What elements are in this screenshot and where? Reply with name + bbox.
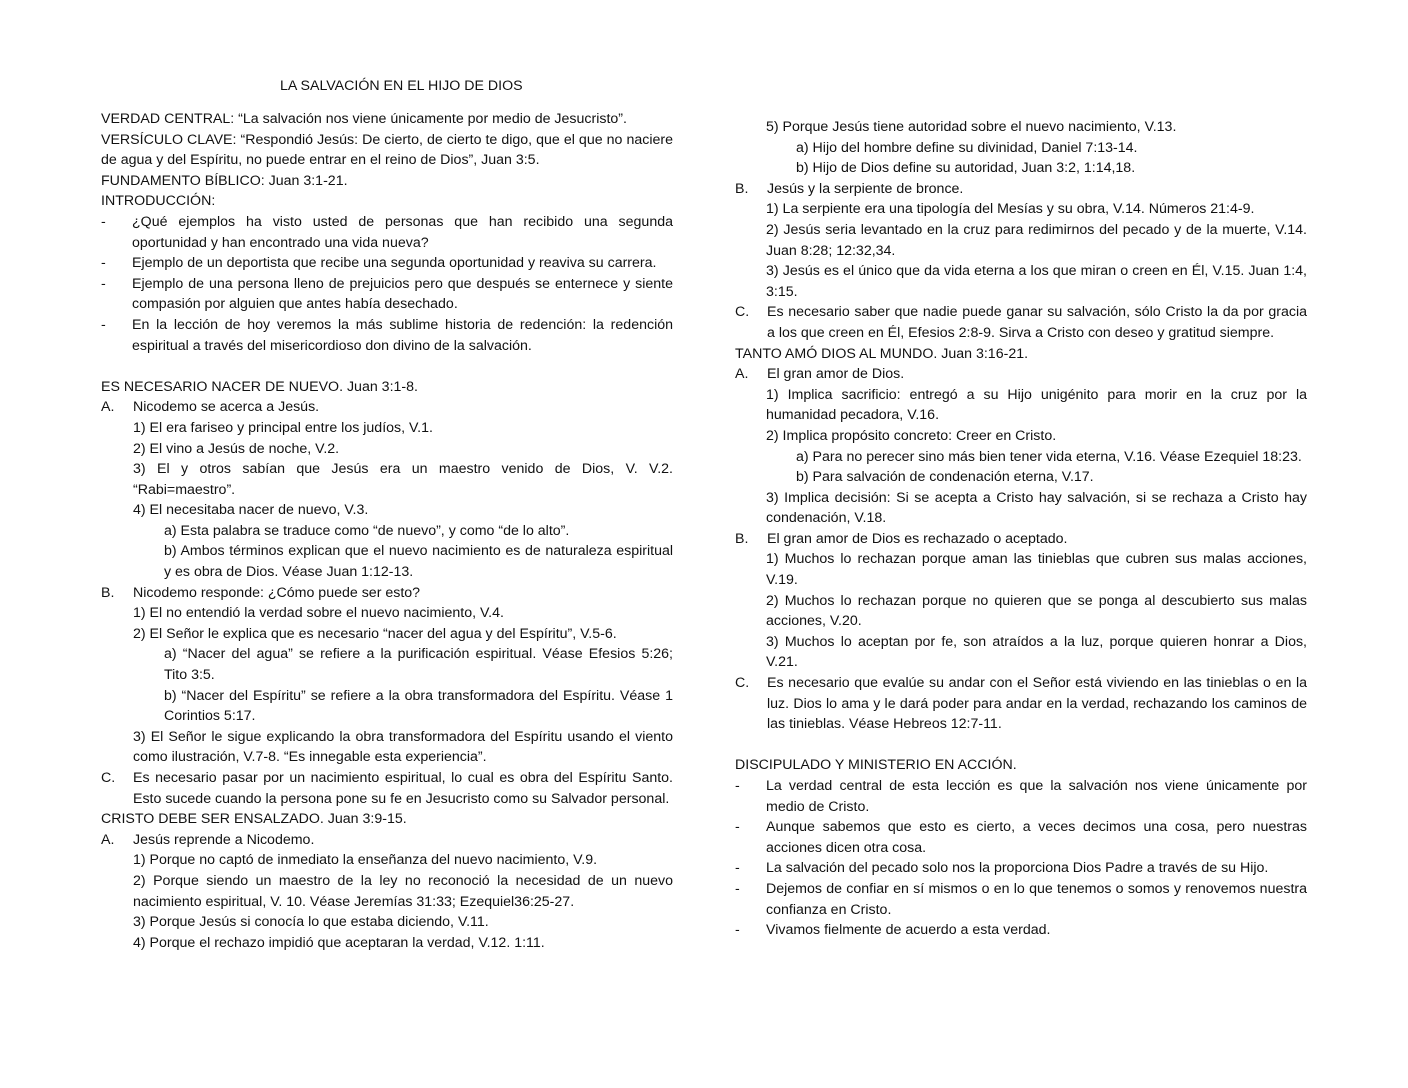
outline-subpoint: 1) El era fariseo y principal entre los judíos, V.1. (133, 419, 433, 436)
outline-subpoint: 1) El no entendió la verdad sobre el nuevo nacimiento, V.4. (133, 605, 504, 622)
intro-heading: INTRODUCCIÓN: (101, 193, 216, 210)
outline-subpoint: 1) Implica sacrificio: entregó a su Hijo unigénito para morir en la cruz por la humanidad pecadora, V.16. (766, 386, 1307, 424)
outline-point-b: B. Nicodemo responde: ¿Cómo puede ser esto? (101, 584, 421, 601)
outline-subpoint: 1) Porque no captó de inmediato la enseñanza del nuevo nacimiento, V.9. (133, 852, 598, 869)
outline-subpoint: 3) El Señor le sigue explicando la obra transformadora del Espíritu usando el viento como ilustración, V.7-8. “Es innegable esta experiencia”. (133, 728, 673, 766)
discipulado-item: - Aunque sabemos que esto es cierto, a veces decimos una cosa, pero nuestras acciones dicen otra cosa. (735, 819, 1307, 856)
outline-subsubpoint: a) “Nacer del agua” se refiere a la purificación espiritual. Véase Efesios 5:26; Tito 3:5. (164, 646, 673, 684)
right-column (735, 117, 1307, 941)
outline-subpoint: 2) Jesús seria levantado en la cruz para redimirnos del pecado y de la muerte, V.14. Juan 8:28; 12:32,34. (766, 221, 1307, 259)
intro-item: - En la lección de hoy veremos la más sublime historia de redención: la redención espiritual a través del misericordioso don divino de la salvación. (101, 316, 673, 354)
outline-point-c: C. Es necesario saber que nadie puede ganar su salvación, sólo Cristo la da por gracia a los que creen en Él, Efesios 2:8-9. Sirva a Cristo con deseo y gratitud siempre. (735, 304, 1307, 341)
outline-subpoint: 1) Muchos lo rechazan porque aman las tinieblas que cubren sus malas acciones, V.19. (766, 551, 1307, 589)
outline-point-b: B. Jesús y la serpiente de bronce. (735, 180, 964, 197)
outline-subpoint: 3) Porque Jesús si conocía lo que estaba diciendo, V.11. (133, 914, 489, 931)
outline-subpoint: 1) La serpiente era una tipología del Mesías y su obra, V.14. Números 21:4-9. (766, 201, 1255, 218)
outline-subpoint: 4) El necesitaba nacer de nuevo, V.3. (133, 502, 369, 519)
discipulado-item: - Dejemos de confiar en sí mismos o en lo que tenemos o somos y renovemos nuestra confianza en Cristo. (735, 880, 1307, 918)
section-heading: CRISTO DEBE SER ENSALZADO. Juan 3:9-15. (101, 811, 407, 828)
outline-point-b: B. El gran amor de Dios es rechazado o aceptado. (735, 530, 1068, 547)
section-heading: DISCIPULADO Y MINISTERIO EN ACCIÓN. (735, 757, 1017, 774)
outline-point-c: C. Es necesario pasar por un nacimiento espiritual, lo cual es obra del Espíritu Santo. Esto sucede cuando la persona pone su fe en Jesucristo como su Salvador personal. (101, 770, 673, 807)
intro-item: - Ejemplo de una persona lleno de prejuicios pero que después se enternece y siente compasión por alguien que antes había desechado. (101, 275, 673, 313)
discipulado-item: - La verdad central de esta lección es que la salvación nos viene únicamente por medio de Cristo. (735, 778, 1307, 815)
discipulado-item: - Vivamos fielmente de acuerdo a esta verdad. (735, 922, 1051, 939)
outline-subpoint: 2) Muchos lo rechazan porque no quieren que se ponga al descubierto sus malas acciones, V.20. (766, 592, 1307, 630)
outline-subpoint: 3) El y otros sabían que Jesús era un maestro venido de Dios, V. V.2. “Rabi=maestro”. (133, 461, 673, 498)
outline-point-a: A. Nicodemo se acerca a Jesús. (101, 399, 320, 416)
section-heading: ES NECESARIO NACER DE NUEVO. Juan 3:1-8. (101, 378, 418, 395)
page-title: LA SALVACIÓN EN EL HIJO DE DIOS (280, 78, 523, 94)
outline-subpoint: 2) Implica propósito concreto: Creer en Cristo. (766, 427, 1057, 444)
outline-subsubpoint: b) Hijo de Dios define su autoridad, Juan 3:2, 1:14,18. (796, 160, 1136, 177)
left-column (101, 109, 673, 953)
outline-point-c: C. Es necesario que evalúe su andar con el Señor está viviendo en las tinieblas o en la luz. Dios lo ama y le dará poder para andar en la verdad, rechazando los caminos de las tinieblas. Véase Hebreos 12:7-11. (735, 675, 1307, 733)
discipulado-item: - La salvación del pecado solo nos la proporciona Dios Padre a través de su Hijo. (735, 860, 1269, 877)
outline-subsubpoint: b) Ambos términos explican que el nuevo nacimiento es de naturaleza espiritual y es obra de Dios. Véase Juan 1:12-13. (164, 543, 673, 581)
outline-subpoint: 3) Jesús es el único que da vida eterna a los que miran o creen en Él, V.15. Juan 1:4, 3:15. (766, 263, 1307, 300)
section-heading: TANTO AMÓ DIOS AL MUNDO. Juan 3:16-21. (735, 345, 1029, 362)
outline-subpoint: 2) Porque siendo un maestro de la ley no reconoció la necesidad de un nuevo nacimiento espiritual, V. 10. Véase Jeremías 31:33; Ezequiel36:25-27. (133, 872, 673, 910)
outline-subpoint: 5) Porque Jesús tiene autoridad sobre el nuevo nacimiento, V.13. (766, 119, 1177, 135)
outline-subpoint: 2) El vino a Jesús de noche, V.2. (133, 440, 340, 457)
outline-point-a: A. El gran amor de Dios. (735, 366, 905, 383)
outline-subsubpoint: b) Para salvación de condenación eterna, V.17. (796, 469, 1094, 486)
fundamento-biblico: FUNDAMENTO BÍBLICO: Juan 3:1-21. (101, 172, 348, 189)
outline-subsubpoint: a) Para no perecer sino más bien tener vida eterna, V.16. Véase Ezequiel 18:23. (796, 448, 1302, 465)
outline-subpoint: 4) Porque el rechazo impidió que aceptaran la verdad, V.12. 1:11. (133, 934, 545, 951)
versiculo-clave: VERSÍCULO CLAVE: “Respondió Jesús: De cierto, de cierto te digo, que el que no naciere de agua y del Espíritu, no puede entrar en el reino de Dios”, Juan 3:5. (101, 131, 673, 169)
outline-subsubpoint: a) Hijo del hombre define su divinidad, Daniel 7:13-14. (796, 139, 1138, 156)
outline-subsubpoint: a) Esta palabra se traduce como “de nuevo”, y como “de lo alto”. (164, 522, 570, 539)
outline-subsubpoint: b) “Nacer del Espíritu” se refiere a la obra transformadora del Espíritu. Véase 1 Corintios 5:17. (164, 687, 673, 725)
outline-subpoint: 2) El Señor le explica que es necesario “nacer del agua y del Espíritu”, V.5-6. (133, 625, 617, 642)
intro-item: - Ejemplo de un deportista que recibe una segunda oportunidad y reaviva su carrera. (101, 255, 657, 272)
outline-subpoint: 3) Muchos lo aceptan por fe, son atraídos a la luz, porque quieren honrar a Dios, V.21. (766, 633, 1307, 671)
intro-item: - ¿Qué ejemplos ha visto usted de personas que han recibido una segunda oportunidad y han encontrado una vida nueva? (101, 213, 673, 251)
verdad-central: VERDAD CENTRAL: “La salvación nos viene únicamente por medio de Jesucristo”. (101, 111, 627, 127)
outline-point-a: A. Jesús reprende a Nicodemo. (101, 831, 315, 848)
outline-subpoint: 3) Implica decisión: Si se acepta a Cristo hay salvación, si se rechaza a Cristo hay condenación, V.18. (766, 489, 1307, 527)
